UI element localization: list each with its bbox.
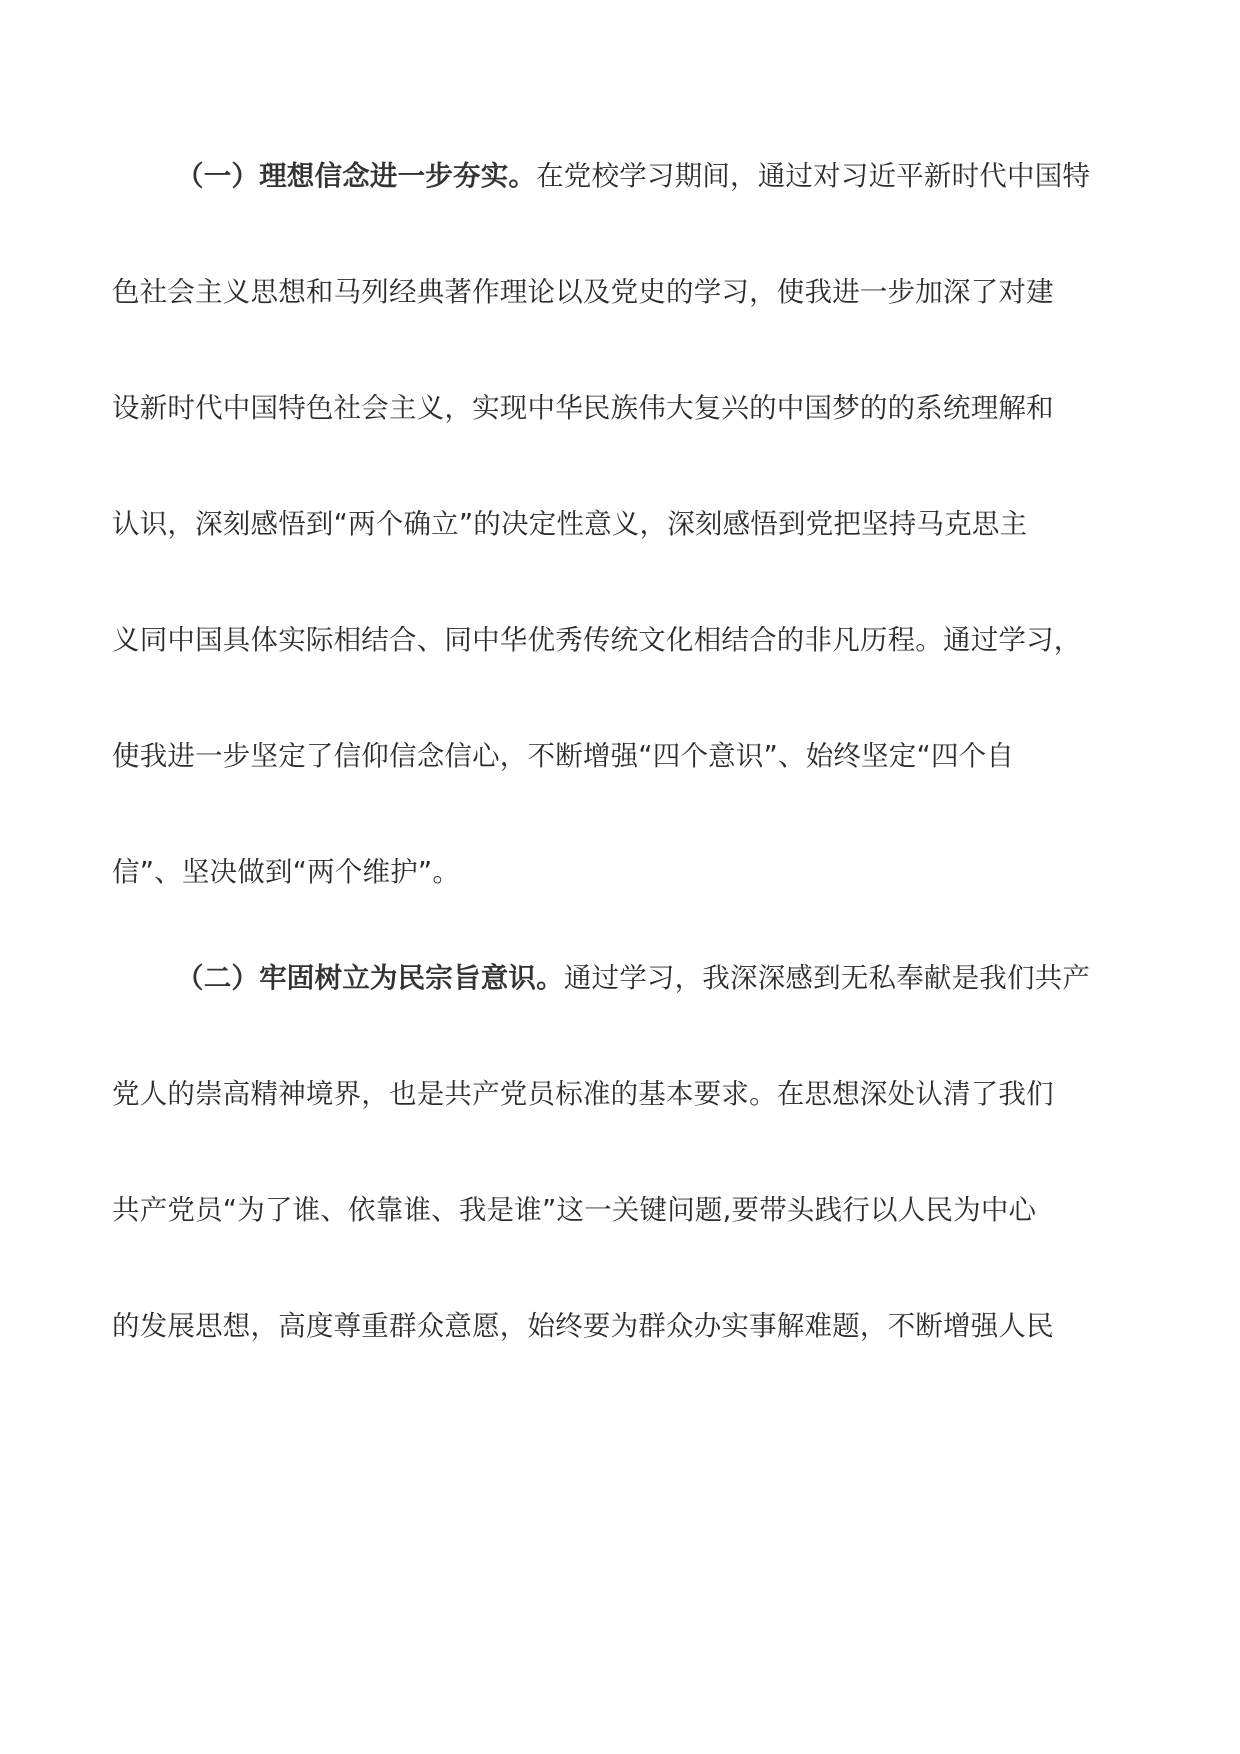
paragraph-2-line-1: [176, 950, 1152, 1006]
paragraph-1-line-4: 认识，深刻感悟到“两个确立”的决定性意义，深刻感悟到党把坚持马克思主: [112, 508, 1028, 540]
paragraph-1-line-1: [176, 148, 1152, 204]
paragraph-2-line-2: 党人的崇高精神境界，也是共产党员标准的基本要求。在思想深处认清了我们: [112, 1078, 1054, 1110]
paragraph-1-line-2: 色社会主义思想和马列经典著作理论以及党史的学习，使我进一步加深了对建: [112, 276, 1054, 308]
paragraph-1-line-7: 信”、坚决做到“两个维护”。: [112, 856, 461, 888]
paragraph-1-heading: （一）理想信念进一步夯实。: [176, 160, 537, 192]
paragraph-1-text: 在党校学习期间，通过对习近平新时代中国特: [536, 160, 1091, 192]
paragraph-2-heading: （二）牢固树立为民宗旨意识。: [176, 962, 564, 994]
paragraph-1-line-6: 使我进一步坚定了信仰信念信心，不断增强“四个意识”、始终坚定“四个自: [112, 740, 1015, 772]
paragraph-2-line-4: 的发展思想，高度尊重群众意愿，始终要为群众办实事解难题，不断增强人民: [112, 1310, 1054, 1342]
paragraph-1-line-5: 义同中国具体实际相结合、同中华优秀传统文化相结合的非凡历程。通过学习，: [112, 624, 1082, 656]
paragraph-2-line-3: 共产党员“为了谁、依靠谁、我是谁”这一关键问题,要带头践行以人民为中心: [112, 1194, 1037, 1226]
paragraph-2-text: 通过学习，我深深感到无私奉献是我们共产: [563, 962, 1091, 994]
paragraph-1-line-3: 设新时代中国特色社会主义，实现中华民族伟大复兴的中国梦的的系统理解和: [112, 392, 1054, 424]
